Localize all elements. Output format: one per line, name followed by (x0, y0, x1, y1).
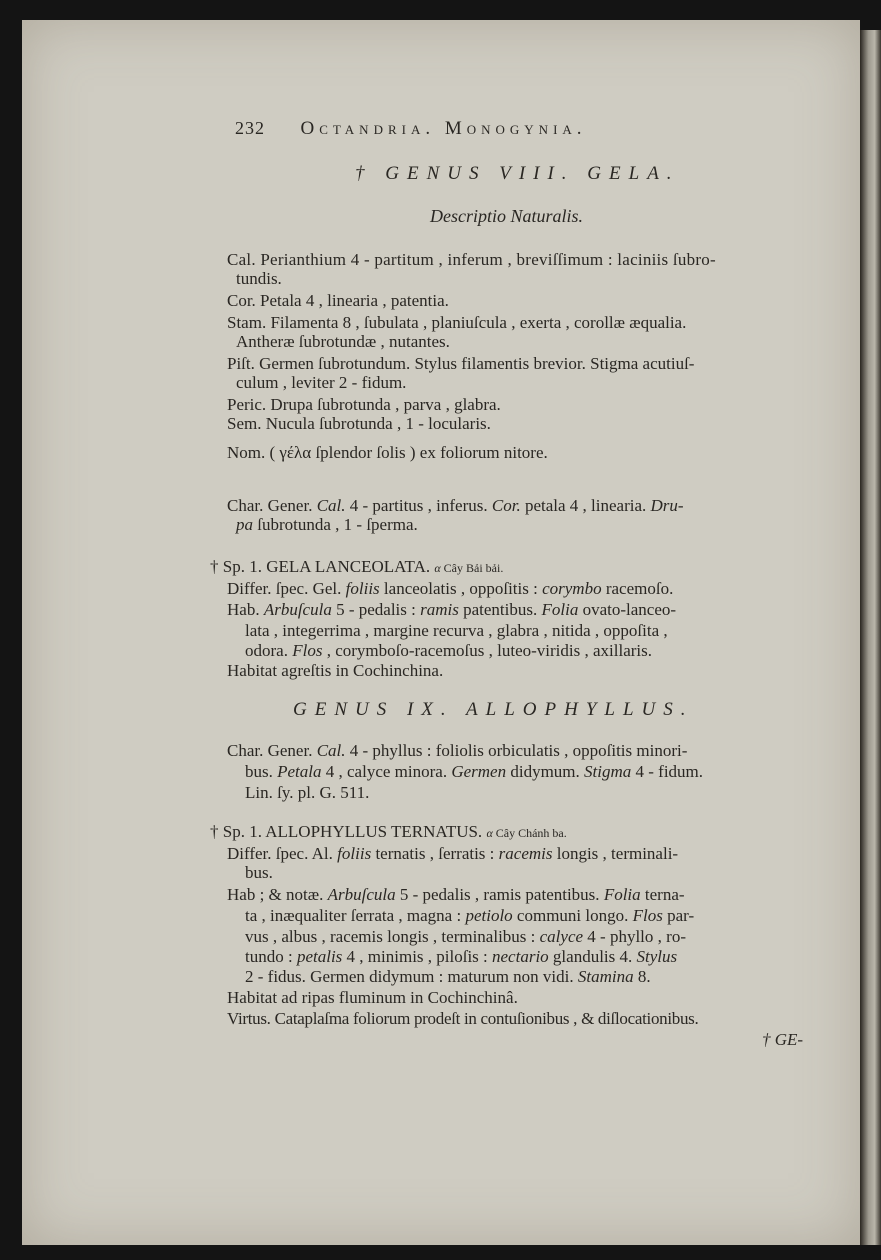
text: terna- (640, 885, 685, 904)
text: ternatis , ſerratis : (371, 844, 499, 863)
species-habit-cont (245, 967, 651, 987)
text: petalis (296, 947, 343, 966)
text: corymbo (542, 579, 602, 598)
text: 2 - fidus. Germen didymum : maturum non vidi. (245, 967, 578, 986)
species-habit (227, 885, 685, 905)
text: Petala (277, 762, 322, 781)
genus-heading: GENUS IX. ALLOPHYLLUS. (293, 699, 694, 720)
species-habitat: Habitat agreſtis in Cochinchina. (227, 661, 444, 680)
desc-stamens: Stam. Filamenta 8 , ſubulata , planiuſcula , exerta , corollæ æqualia. (227, 313, 687, 332)
text: Arbuſcula (263, 600, 332, 619)
species-differentia-cont: bus. (245, 863, 273, 882)
text: petala 4 , linearia. (520, 496, 651, 515)
species-habit (227, 600, 676, 620)
species-heading (210, 822, 567, 843)
text: didymum. (506, 762, 585, 781)
text: vus , albus , racemis longis , terminalibus : (245, 927, 540, 946)
text: 4 , calyce minora. (321, 762, 452, 781)
text: par- (662, 906, 695, 925)
text: ſubrotunda , 1 - ſperma. (253, 515, 418, 534)
species-habit-cont (245, 947, 677, 967)
text: longis , terminali- (552, 844, 679, 863)
text: 8. (633, 967, 651, 986)
text: † Sp. 1. GELA LANCEOLATA. (210, 557, 435, 576)
text: petiolo (465, 906, 513, 925)
text: Char. Gener. (227, 496, 317, 515)
species-differentia (227, 579, 673, 599)
text: , corymboſo-racemoſus , luteo-viridis , axillaris. (322, 641, 652, 660)
text: Cal. (316, 741, 346, 760)
species-heading (210, 557, 503, 578)
desc-calyx: Cal. Perianthium 4 - partitum , inferum , breviſſimum : laciniis ſubro- (227, 250, 716, 269)
species-habit-cont (245, 906, 694, 926)
species-differentia (227, 844, 678, 864)
text: Germen (451, 762, 507, 781)
species-habitat: Habitat ad ripas fluminum in Cochinchinâ. (227, 988, 518, 1007)
text: calyce (539, 927, 584, 946)
vernacular-name: Cây Chánh ba. (495, 826, 567, 840)
text: racemoſo. (601, 579, 674, 598)
text: foliis (345, 579, 380, 598)
running-header (235, 118, 587, 139)
text: Hab. (227, 600, 264, 619)
species-virtue: Virtus. Cataplaſma foliorum prodeſt in contuſionibus , & diſlocationibus. (227, 1009, 699, 1028)
text: foliis (337, 844, 372, 863)
desc-corolla: Cor. Petala 4 , linearia , patentia. (227, 291, 449, 310)
genus-character-cont (236, 515, 418, 535)
species-habit-cont: lata , integerrima , margine recurva , glabra , nitida , oppoſita , (245, 621, 668, 640)
text: 4 - phyllo , ro- (583, 927, 686, 946)
text: ovato-lanceo- (578, 600, 677, 619)
text: Stylus (636, 947, 678, 966)
text: α (434, 561, 444, 575)
text: Differ. ſpec. Gel. (227, 579, 346, 598)
species-habit-cont (245, 927, 686, 947)
text: α (486, 826, 496, 840)
species-habit-cont (245, 641, 652, 661)
desc-pistil: Piſt. Germen ſubrotundum. Stylus filamentis brevior. Stigma acutiuſ- (227, 354, 695, 373)
catchword: † GE- (762, 1030, 804, 1049)
text: Cal. (316, 496, 346, 515)
text: 4 , minimis , piloſis : (342, 947, 493, 966)
text: † Sp. 1. ALLOPHYLLUS TERNATUS. (210, 822, 487, 841)
text: Stigma (584, 762, 632, 781)
genus-heading: † GENUS VIII. GELA. (355, 163, 680, 184)
text: 5 - pedalis : (331, 600, 421, 619)
genus-character (227, 496, 684, 516)
genus-reference: Lin. ſy. pl. G. 511. (245, 783, 370, 802)
vernacular-name: Cây Bải bải. (443, 561, 504, 575)
text: Flos (292, 641, 323, 660)
text: Folia (541, 600, 579, 619)
text: patentibus. (458, 600, 542, 619)
text: 4 - partitus , inferus. (345, 496, 492, 515)
desc-name: Nom. ( γέλα ſplendor ſolis ) ex foliorum nitore. (227, 443, 548, 462)
text: ramis (420, 600, 459, 619)
text: Hab ; & notæ. (227, 885, 328, 904)
desc-pericarp: Peric. Drupa ſubrotunda , parva , glabra. (227, 395, 501, 414)
text: 4 - fidum. (631, 762, 704, 781)
text: ta , inæqualiter ſerrata , magna : (245, 906, 466, 925)
text: pa (236, 515, 253, 534)
running-title: Octandria. Monogynia. (300, 118, 587, 139)
desc-seed: Sem. Nucula ſubrotunda , 1 - locularis. (227, 414, 491, 433)
text: racemis (498, 844, 553, 863)
text: communi longo. (512, 906, 633, 925)
page-number: 232 (235, 118, 265, 138)
text: odora. (245, 641, 293, 660)
text: nectario (492, 947, 549, 966)
text: Folia (603, 885, 641, 904)
text: Stamina (577, 967, 634, 986)
text: Dru- (650, 496, 684, 515)
genus-character-cont (245, 762, 703, 782)
text: 5 - pedalis , ramis patentibus. (395, 885, 604, 904)
text: Arbuſcula (327, 885, 396, 904)
text: 4 - phyllus : foliolis orbiculatis , oppoſitis minori- (345, 741, 688, 760)
desc-calyx-cont: tundis. (236, 269, 282, 288)
text: bus. (245, 762, 278, 781)
text: tundo : (245, 947, 297, 966)
text: Differ. ſpec. Al. (227, 844, 338, 863)
text: lanceolatis , oppoſitis : (379, 579, 543, 598)
desc-pistil-cont: culum , leviter 2 - fidum. (236, 373, 407, 392)
text: Flos (632, 906, 663, 925)
text: Cor. (491, 496, 521, 515)
text: glandulis 4. (548, 947, 637, 966)
desc-stamens-cont: Antheræ ſubrotundæ , nutantes. (236, 332, 450, 351)
genus-character (227, 741, 687, 761)
text: Char. Gener. (227, 741, 317, 760)
section-subtitle: Descriptio Naturalis. (430, 206, 584, 226)
